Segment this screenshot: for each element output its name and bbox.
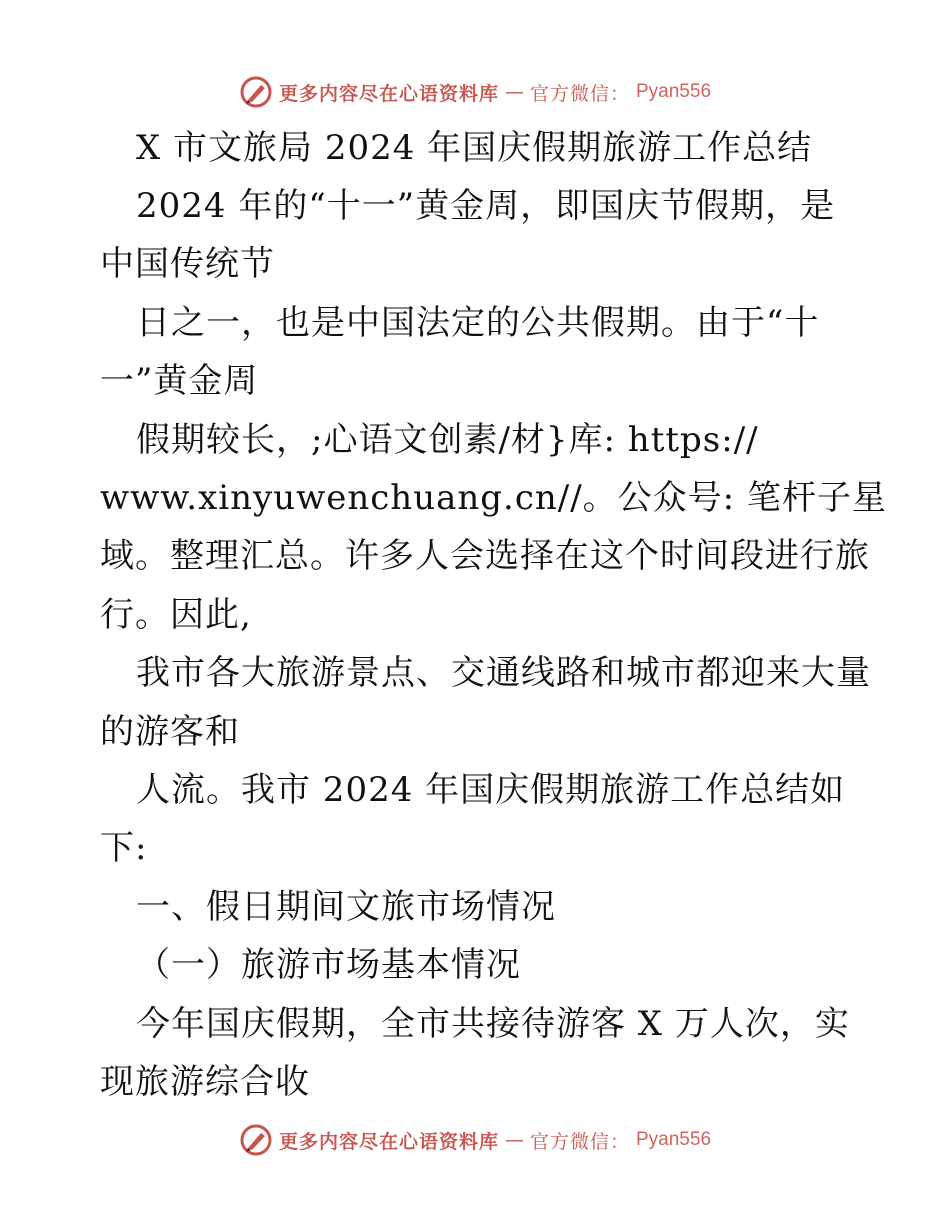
banner-slogan: 更多内容尽在心语资料库	[278, 1130, 499, 1153]
banner-wechat-id: Pyan556	[636, 1129, 712, 1150]
doc-title: X 市文旅局 2024 年国庆假期旅游工作总结	[136, 128, 813, 168]
subsection-heading: （一）旅游市场基本情况	[136, 945, 521, 985]
doc-line: www.xinyuwenchuang.cn//。公众号: 笔杆子星	[100, 478, 887, 518]
pen-logo-icon	[239, 75, 273, 109]
doc-line: 的游客和	[100, 712, 240, 752]
doc-line: 中国传统节	[100, 244, 275, 284]
header-watermark-banner	[0, 72, 950, 112]
banner-separator: —	[504, 81, 524, 103]
doc-line: 日之一，也是中国法定的公共假期。由于“十	[136, 303, 820, 343]
banner-wechat-id: Pyan556	[636, 81, 712, 102]
doc-line: 一”黄金周	[100, 361, 259, 401]
banner-wechat-label: 官方微信：	[529, 1130, 630, 1153]
doc-line: 今年国庆假期，全市共接待游客 X 万人次，实	[136, 1004, 850, 1044]
pen-logo-icon	[239, 1123, 273, 1157]
banner-separator: —	[504, 1129, 524, 1151]
doc-line: 人流。我市 2024 年国庆假期旅游工作总结如	[136, 770, 846, 810]
section-heading: 一、假日期间文旅市场情况	[136, 887, 556, 927]
doc-line: 现旅游综合收	[100, 1062, 310, 1102]
doc-line: 假期较长，;心语文创素/材}库: https://	[136, 420, 759, 460]
doc-line: 下:	[100, 828, 148, 868]
banner-wechat-label: 官方微信：	[529, 82, 630, 105]
doc-line: 行。因此,	[100, 595, 252, 635]
banner-slogan: 更多内容尽在心语资料库	[278, 82, 499, 105]
doc-line: 2024 年的“十一”黄金周，即国庆节假期，是	[136, 186, 836, 226]
footer-watermark-banner	[0, 1120, 950, 1160]
doc-line: 我市各大旅游景点、交通线路和城市都迎来大量	[136, 653, 871, 693]
doc-line: 域。整理汇总。许多人会选择在这个时间段进行旅	[100, 536, 870, 576]
